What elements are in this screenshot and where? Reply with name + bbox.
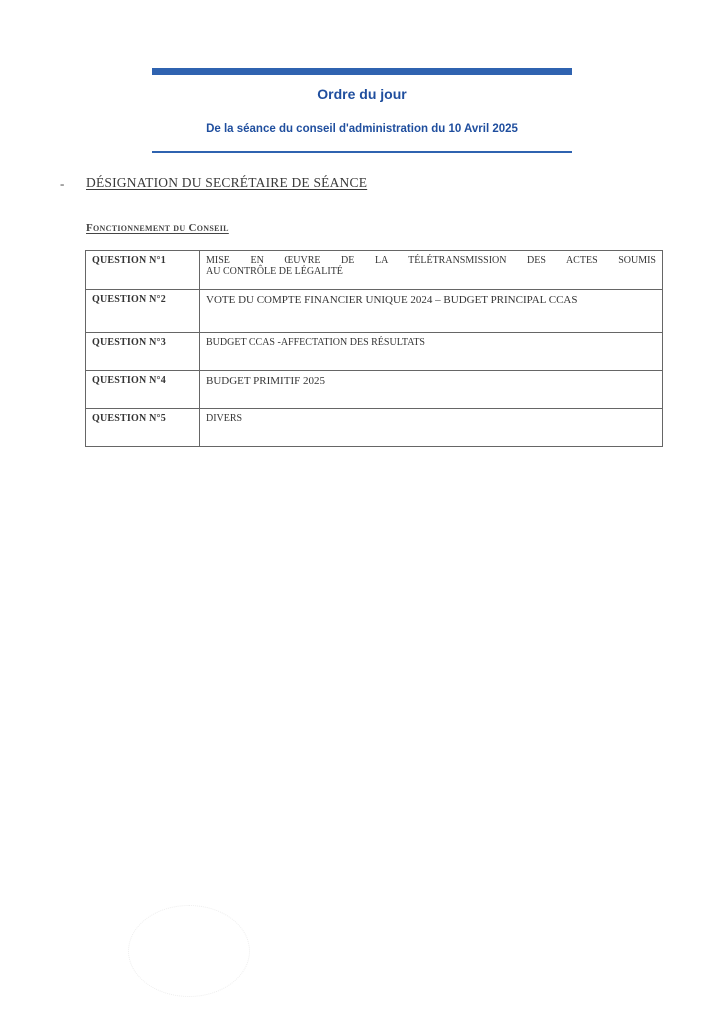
table-row (86, 251, 663, 290)
question-text: BUDGET PRIMITIF 2025 (200, 371, 663, 409)
question-label: QUESTION N°2 (86, 290, 200, 333)
question-label: QUESTION N°3 (86, 333, 200, 371)
section-heading: Fonctionnement du Conseil (86, 222, 229, 234)
header-top-rule (152, 68, 572, 75)
page-title: Ordre du jour (317, 86, 407, 102)
question-text-line: AU CONTRÔLE DE LÉGALITÉ (206, 266, 343, 277)
question-label: QUESTION N°1 (86, 251, 200, 290)
faint-stamp-mark (128, 905, 250, 997)
question-label: QUESTION N°5 (86, 409, 200, 447)
table-row (86, 333, 663, 371)
table-row (86, 290, 663, 333)
table-row (86, 371, 663, 409)
table-row (86, 409, 663, 447)
question-text: BUDGET CCAS -AFFECTATION DES RÉSULTATS (200, 333, 663, 371)
header-bottom-rule (152, 151, 572, 153)
questions-table (85, 250, 663, 447)
agenda-item-designation: DÉSIGNATION DU SECRÉTAIRE DE SÉANCE (86, 175, 368, 190)
list-bullet: - (60, 176, 65, 191)
question-label: QUESTION N°4 (86, 371, 200, 409)
page-subtitle: De la séance du conseil d'administration du 10 Avril 2025 (206, 123, 518, 135)
question-text: DIVERS (200, 409, 663, 447)
question-text (200, 251, 663, 290)
question-text-line: MISE EN ŒUVRE DE LA TÉLÉTRANSMISSION DES ACTES SOUMIS (206, 255, 656, 266)
question-text: VOTE DU COMPTE FINANCIER UNIQUE 2024 – BUDGET PRINCIPAL CCAS (200, 290, 663, 333)
